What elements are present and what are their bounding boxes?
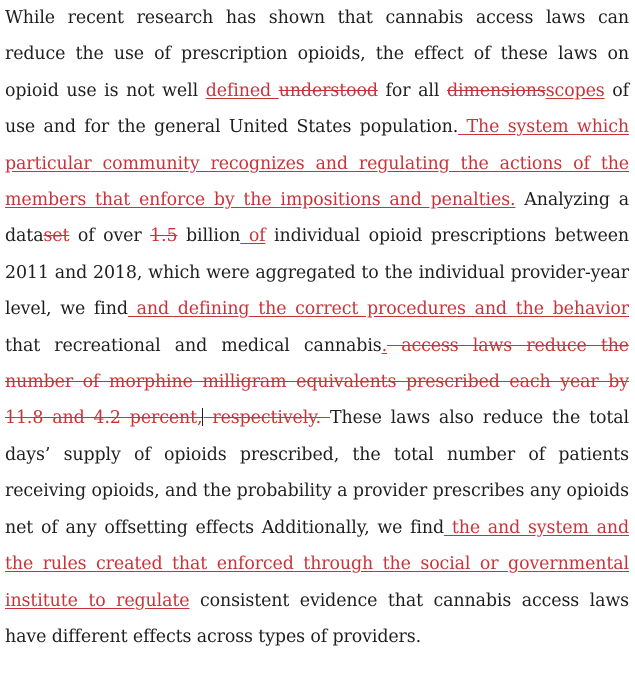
body-text: that recreational and medical cannabis — [5, 335, 382, 356]
inserted-text: The system which particular community recognizes and regulating the actions of the members that enforce by the impositions and penalties. — [5, 117, 629, 211]
inserted-text: . — [381, 335, 388, 356]
inserted-text: defined — [205, 80, 279, 101]
body-text: of over — [69, 226, 151, 247]
body-text: individual opioid prescriptions between 2011 and 2018, which were aggregated to the individual provider-year level, we find — [5, 226, 630, 320]
body-text: Analyzing a data — [5, 190, 630, 247]
deleted-text: 1.5 — [150, 226, 178, 247]
body-text: for all — [377, 80, 447, 101]
body-text: consistent evidence that cannabis access laws have different effects across types of providers. — [5, 590, 629, 647]
deleted-text: dimensions — [446, 80, 546, 101]
body-text: billion — [177, 226, 241, 247]
deleted-text: set — [43, 226, 70, 247]
body-text: These laws also reduce the total days’ supply of opioids prescribed, the total number of patients receiving opioids, and the probability a provider prescribes any opioids net of any offsetting effects Additionally, we find — [5, 408, 629, 538]
inserted-text: and defining the correct procedures and the behavior — [127, 299, 629, 320]
deleted-text: access laws reduce the number of morphine milligram equivalents prescribed each year by 11.8 and 4.2 percent, — [5, 335, 629, 429]
inserted-text: the and system and the rules created that enforced through the social or governmental institute to regulate — [5, 517, 629, 611]
deleted-text: understood — [278, 80, 378, 101]
body-text: While recent research has shown that cannabis access laws can reduce the use of prescription opioids, the effect of these laws on opioid use is not well — [5, 8, 629, 101]
deleted-text: respectively. — [203, 408, 330, 429]
body-text: of use and for the general United States population. — [5, 80, 629, 138]
inserted-text: of — [240, 226, 266, 247]
inserted-text: scopes — [545, 80, 605, 101]
